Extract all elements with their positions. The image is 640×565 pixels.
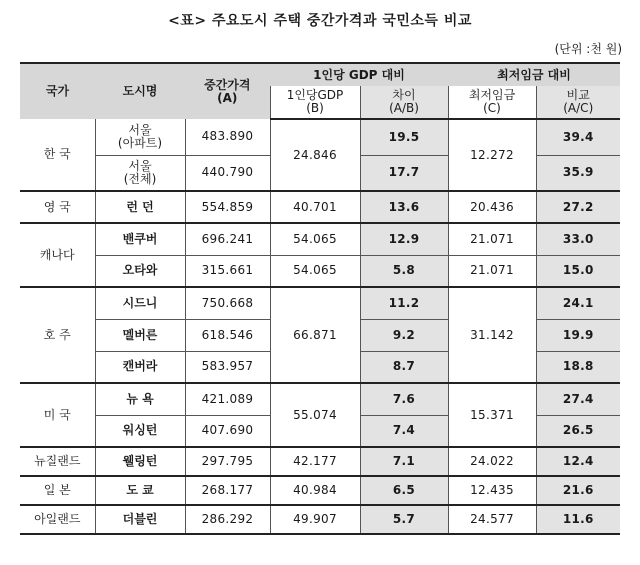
city-cell: 웰링턴: [95, 447, 185, 476]
table-row: [20, 287, 620, 319]
city-cell: 오타와: [95, 255, 185, 287]
header-city-label: 도시명: [122, 84, 158, 98]
wage-ratio-cell: 21.6: [536, 476, 620, 505]
country-cell: 캐나다: [20, 223, 95, 287]
table-row: [20, 447, 620, 476]
city-note: (전체): [123, 171, 157, 186]
city-cell: 캔버라: [95, 351, 185, 383]
city-cell: [95, 155, 185, 191]
header-wage-ratio-code: (A/C): [563, 101, 594, 115]
wage-cell: 12.272: [448, 119, 536, 191]
header-country: 국가: [20, 63, 95, 119]
gdp-ratio-cell: 5.8: [360, 255, 448, 287]
wage-ratio-cell: 35.9: [536, 155, 620, 191]
country-cell: 뉴질랜드: [20, 447, 95, 476]
gdp-cell: 49.907: [270, 505, 360, 534]
city-cell: 멜버른: [95, 319, 185, 351]
country-cell: 호 주: [20, 287, 95, 383]
wage-ratio-cell: 27.4: [536, 383, 620, 415]
country-cell: 영 국: [20, 191, 95, 223]
header-gdp-ratio: [360, 86, 448, 119]
city-note: (아파트): [117, 135, 163, 150]
wage-ratio-cell: 24.1: [536, 287, 620, 319]
table-title: <표> 주요도시 주택 중간가격과 국민소득 비교: [168, 13, 472, 29]
gdp-ratio-cell: 5.7: [360, 505, 448, 534]
gdp-cell: 54.065: [270, 255, 360, 287]
median-cell: 483.890: [185, 119, 270, 155]
gdp-ratio-cell: 8.7: [360, 351, 448, 383]
header-gdp-ratio-label: 차이: [392, 88, 416, 102]
gdp-cell: 42.177: [270, 447, 360, 476]
gdp-cell: 55.074: [270, 383, 360, 447]
table-row: [20, 223, 620, 255]
wage-ratio-cell: 11.6: [536, 505, 620, 534]
header-wage-ratio-label: 비교: [566, 88, 590, 102]
median-cell: 618.546: [185, 319, 270, 351]
header-city: [95, 63, 185, 119]
table-row: [20, 119, 620, 155]
city-cell: 뉴 욕: [95, 383, 185, 415]
wage-cell: 12.435: [448, 476, 536, 505]
country-cell: 미 국: [20, 383, 95, 447]
city-name: 서울: [128, 158, 152, 173]
city-name: 서울: [128, 122, 152, 137]
table-row: [20, 505, 620, 534]
header-wage-group: 최저임금 대비: [448, 63, 620, 86]
table-row: [20, 476, 620, 505]
header-median-code: (A): [217, 90, 238, 105]
gdp-cell: 24.846: [270, 119, 360, 191]
wage-ratio-cell: 33.0: [536, 223, 620, 255]
median-cell: 268.177: [185, 476, 270, 505]
wage-ratio-cell: 19.9: [536, 319, 620, 351]
header-gdp-col: [270, 86, 360, 119]
median-cell: 315.661: [185, 255, 270, 287]
gdp-cell: 54.065: [270, 223, 360, 255]
city-cell: 밴쿠버: [95, 223, 185, 255]
wage-cell: 21.071: [448, 223, 536, 255]
header-wage-ratio: [536, 86, 620, 119]
median-cell: 421.089: [185, 383, 270, 415]
header-gdp-code: (B): [306, 101, 324, 115]
table-row: [20, 191, 620, 223]
wage-cell: 21.071: [448, 255, 536, 287]
wage-ratio-cell: 18.8: [536, 351, 620, 383]
header-median-label: 중간가격: [204, 77, 251, 92]
table-row: [20, 255, 620, 287]
wage-ratio-cell: 12.4: [536, 447, 620, 476]
wage-cell: 24.577: [448, 505, 536, 534]
median-cell: 440.790: [185, 155, 270, 191]
wage-ratio-cell: 26.5: [536, 415, 620, 447]
gdp-ratio-cell: 12.9: [360, 223, 448, 255]
city-cell: 런 던: [95, 191, 185, 223]
gdp-ratio-cell: 13.6: [360, 191, 448, 223]
header-gdp-label: 1인당GDP: [286, 88, 344, 102]
table-row: [20, 383, 620, 415]
gdp-cell: 40.984: [270, 476, 360, 505]
gdp-ratio-cell: 7.1: [360, 447, 448, 476]
wage-ratio-cell: 39.4: [536, 119, 620, 155]
city-cell: 시드니: [95, 287, 185, 319]
median-cell: 407.690: [185, 415, 270, 447]
wage-cell: 20.436: [448, 191, 536, 223]
median-cell: 750.668: [185, 287, 270, 319]
wage-cell: 24.022: [448, 447, 536, 476]
country-cell: 일 본: [20, 476, 95, 505]
country-cell: 한 국: [43, 147, 71, 161]
median-cell: 554.859: [185, 191, 270, 223]
wage-cell: 15.371: [448, 383, 536, 447]
wage-cell: 31.142: [448, 287, 536, 383]
median-cell: 286.292: [185, 505, 270, 534]
wage-ratio-cell: 15.0: [536, 255, 620, 287]
city-cell: 더블린: [95, 505, 185, 534]
header-gdp-ratio-code: (A/B): [389, 101, 419, 115]
gdp-ratio-cell: 7.4: [360, 415, 448, 447]
gdp-cell: 66.871: [270, 287, 360, 383]
city-cell: 워싱턴: [95, 415, 185, 447]
gdp-ratio-cell: 6.5: [360, 476, 448, 505]
gdp-ratio-cell: 19.5: [360, 119, 448, 155]
gdp-ratio-cell: 11.2: [360, 287, 448, 319]
gdp-cell: 40.701: [270, 191, 360, 223]
median-cell: 583.957: [185, 351, 270, 383]
price-income-table: [20, 62, 620, 535]
median-cell: 297.795: [185, 447, 270, 476]
country-cell: 아일랜드: [20, 505, 95, 534]
wage-ratio-cell: 27.2: [536, 191, 620, 223]
header-wage-code: (C): [483, 101, 501, 115]
median-cell: 696.241: [185, 223, 270, 255]
city-cell: 도 쿄: [95, 476, 185, 505]
header-gdp-group: 1인당 GDP 대비: [270, 63, 448, 86]
gdp-ratio-cell: 7.6: [360, 383, 448, 415]
city-cell: [95, 119, 185, 155]
gdp-ratio-cell: 9.2: [360, 319, 448, 351]
gdp-ratio-cell: 17.7: [360, 155, 448, 191]
header-wage-col: [448, 86, 536, 119]
unit-label: (단위 :천 원): [554, 42, 622, 56]
header-median: [185, 63, 270, 119]
header-wage-label: 최저임금: [468, 88, 516, 102]
